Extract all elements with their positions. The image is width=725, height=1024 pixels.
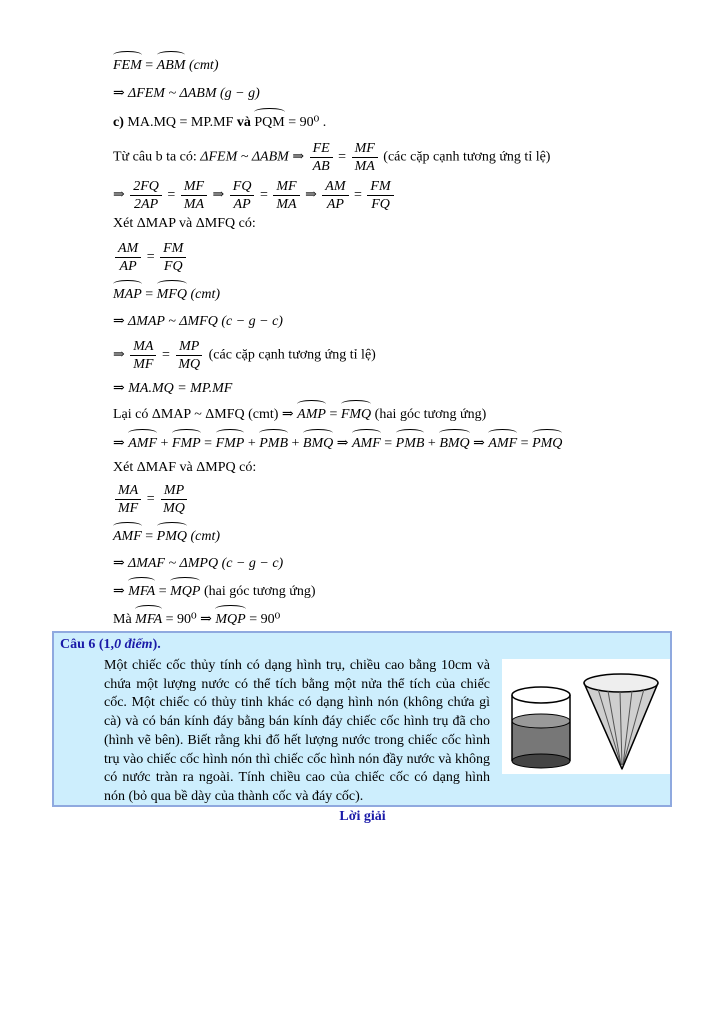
note: (các cặp cạnh tương ứng tỉ lệ) xyxy=(383,149,551,165)
line-2: ⇒ ΔFEM ~ ΔABM (g − g) xyxy=(113,86,260,101)
question-body: Một chiếc cốc thủy tính có dạng hình trụ, chiều cao bằng 10cm và chứa một lượng nước có thể tích bằng một nửa thể tích của chiếc cốc. Một chiếc có thủy tinh khác có dạng hình nón (không chứa gì cà) và có bán kính đáy bằng bán kính đáy chiếc cốc hình trụ đã cho (hình vẽ bên). Biết rằng khi đổ hết lượng nước trong chiếc cốc hình trụ vào chiếc cốc hình nón thì chiếc cốc hình nón đầy nước và không có nước tràn ra ngoài. Tính chiều cao của chiếc cốc có dạng hình nón (bỏ qua bề dày của thành cốc và đáy cốc). xyxy=(104,658,490,804)
text: Từ câu b ta có: xyxy=(113,149,197,165)
reason-text: (cmt) xyxy=(190,287,221,302)
fraction: $\frac{MP}{MQ}$ xyxy=(160,482,188,517)
fraction: $\frac{MF}{MA}$ xyxy=(181,178,207,213)
line-3 xyxy=(113,113,326,133)
fraction: $\frac{MP}{MQ}$ xyxy=(175,338,203,373)
line-13: ⇒ AMF + FMP = FMP + PMB + BMQ ⇒ AMF = PMB + BMQ ⇒ AMF = PMQ xyxy=(113,434,562,454)
angle-amp: AMP xyxy=(297,405,326,425)
line-9: ⇒ ΔMAP ~ ΔMFQ (c − g − c) xyxy=(113,314,283,329)
note: (hai góc tương ứng) xyxy=(374,407,487,422)
line-5: ⇒ $\frac{2FQ}{2AP}$ = $\frac{MF}{MA}$ ⇒ $\frac{FQ}{AP}$ = $\frac{MF}{MA}$ ⇒ $\frac{AM}{AP}$ = $\frac{FM}{FQ}$ xyxy=(113,178,396,213)
cylinder-and-cone-illustration xyxy=(502,659,670,774)
line-4: Từ câu b ta có: ΔFEM ~ ΔABM ⇒ $\frac{FE}{AB}$ = $\frac{MF}{MA}$ (các cặp cạnh tương ứng tỉ lệ) xyxy=(113,141,551,174)
note: (các cặp cạnh tương ứng tỉ lệ) xyxy=(208,347,376,363)
angle-fmq: FMQ xyxy=(341,405,371,425)
line-1: FEM = ABM (cmt) xyxy=(113,56,218,76)
fraction: $\frac{FM}{FQ}$ xyxy=(160,240,186,275)
fraction: $\frac{MF}{MA}$ xyxy=(273,178,299,213)
text: Mà xyxy=(113,612,132,627)
text: Lại có ΔMAP ~ ΔMFQ (cmt) ⇒ xyxy=(113,407,294,422)
angle-value: = 90⁰ ⇒ xyxy=(165,612,212,627)
line-15: $\frac{MA}{MF}$ = $\frac{MP}{MQ}$ xyxy=(113,482,190,517)
line-7: $\frac{AM}{AP}$ = $\frac{FM}{FQ}$ xyxy=(113,240,188,275)
angle-value: = 90⁰ . xyxy=(288,115,327,130)
line-19: Mà MFA = 90⁰ ⇒ MQP = 90⁰ xyxy=(113,610,280,630)
fraction: $\frac{AM}{AP}$ xyxy=(115,240,141,275)
angle-pqm: PQM xyxy=(254,113,284,133)
fraction: $\frac{2FQ}{2AP}$ xyxy=(130,178,162,213)
line-17: ⇒ ΔMAF ~ ΔMPQ (c − g − c) xyxy=(113,556,284,571)
line-8: MAP = MFQ (cmt) xyxy=(113,285,220,305)
angle-abm: ABM xyxy=(157,56,186,76)
question-title: Câu 6 (1,0 điểm). xyxy=(60,637,161,652)
line-10: ⇒ $\frac{MA}{MF}$ = $\frac{MP}{MQ}$ (các cặp cạnh tương ứng tỉ lệ) xyxy=(113,339,376,372)
angle-fem: FEM xyxy=(113,56,142,76)
conjunction: và xyxy=(236,115,251,130)
angle-mfq: MFQ xyxy=(157,285,187,305)
line-6: Xét ΔMAP và ΔMFQ có: xyxy=(113,216,256,231)
similarity: ΔFEM ~ ΔABM ⇒ xyxy=(200,149,305,165)
fraction: $\frac{FQ}{AP}$ xyxy=(230,178,255,213)
cylinder-cup xyxy=(512,687,570,768)
fraction: $\frac{FE}{AB}$ xyxy=(310,140,333,175)
angle-value: = 90⁰ xyxy=(249,612,281,627)
fraction: $\frac{MA}{MF}$ xyxy=(115,482,141,517)
cone-cup xyxy=(584,674,658,769)
line-11: ⇒ MA.MQ = MP.MF xyxy=(113,381,233,396)
fraction: $\frac{MF}{MA}$ xyxy=(352,140,378,175)
line-12: Lại có ΔMAP ~ ΔMFQ (cmt) ⇒ AMP = FMQ (hai góc tương ứng) xyxy=(113,405,486,425)
line-14: Xét ΔMAF và ΔMPQ có: xyxy=(113,460,257,475)
fraction: $\frac{FM}{FQ}$ xyxy=(367,178,393,213)
reason-text: (cmt) xyxy=(190,529,221,544)
angle-map: MAP xyxy=(113,285,142,305)
solution-title: Lời giải xyxy=(339,809,386,824)
question-box xyxy=(52,631,672,807)
part-label: c) xyxy=(113,115,124,130)
line-16: AMF = PMQ (cmt) xyxy=(113,527,220,547)
equation: MA.MQ = MP.MF xyxy=(127,115,234,130)
note: (hai góc tương ứng) xyxy=(203,584,316,599)
fraction: $\frac{MA}{MF}$ xyxy=(130,338,156,373)
reason-text: (cmt) xyxy=(188,58,219,73)
fraction: $\frac{AM}{AP}$ xyxy=(322,178,348,213)
line-18: ⇒ MFA = MQP (hai góc tương ứng) xyxy=(113,582,316,602)
cup-figure xyxy=(502,659,670,774)
